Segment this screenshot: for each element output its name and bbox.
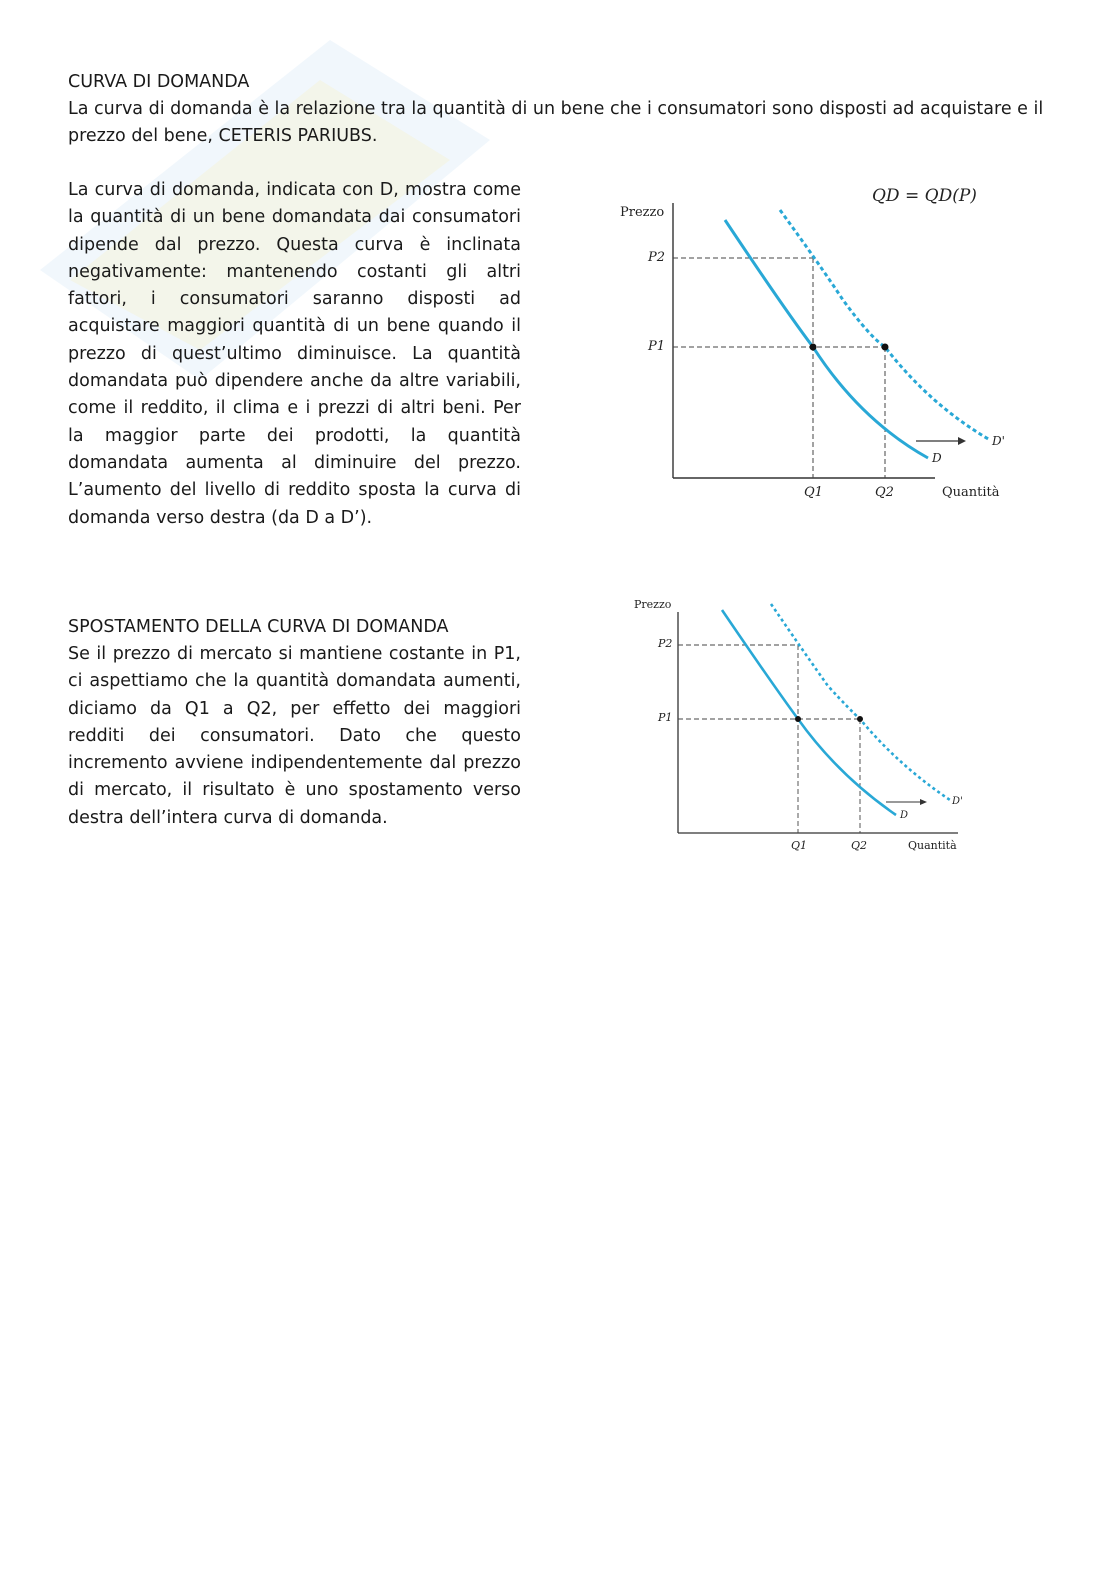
curve-d-shift-label: D' — [952, 796, 963, 807]
section-1-intro: La curva di domanda è la relazione tra la quantità di un bene che i consumatori sono disposti ad acquistare e il prezzo del bene, CETERIS PARIUBS. — [68, 99, 1044, 147]
curve-d-label: D — [900, 810, 909, 821]
demand-curve-d — [722, 610, 896, 815]
p2-label: P2 — [658, 637, 673, 650]
p1-label: P1 — [648, 339, 666, 354]
y-axis-label: Prezzo — [620, 205, 665, 220]
curve-d-shift-label: D' — [992, 434, 1005, 448]
section-2-heading: SPOSTAMENTO DELLA CURVA DI DOMANDA — [68, 617, 449, 637]
section-1-heading: CURVA DI DOMANDA — [68, 72, 250, 92]
q2-label: Q2 — [875, 485, 894, 500]
shift-arrow-head — [920, 799, 927, 805]
demand-curve-d — [725, 220, 928, 458]
p1-label: P1 — [658, 711, 673, 724]
q2-label: Q2 — [851, 839, 868, 852]
section-2-body: Se il prezzo di mercato si mantiene costante in P1, ci aspettiamo che la quantità domandata aumenti, diciamo da Q1 a Q2, per effetto dei maggiori redditi dei consumatori. Dato che questo incremento avviene indipendentemente dal prezzo di mercato, il risultato è uno spostamento verso destra dell’intera curva di domanda. — [68, 644, 521, 828]
x-axis-label: Quantità — [942, 485, 1000, 500]
point-q2-p1 — [857, 716, 863, 722]
demand-curve-figure-1 — [610, 175, 1020, 510]
point-q1-p1 — [795, 716, 801, 722]
q1-label: Q1 — [804, 485, 823, 500]
point-q1-p1 — [810, 344, 817, 351]
point-q2-p1 — [882, 344, 889, 351]
shift-arrow-head — [958, 437, 966, 445]
equation-rhs: QD(P) — [924, 186, 977, 206]
x-axis-label: Quantità — [908, 839, 957, 852]
p2-label: P2 — [648, 250, 666, 265]
curve-d-label: D — [932, 451, 942, 465]
section-1-body: La curva di domanda, indicata con D, mostra come la quantità di un bene domandata dai consumatori dipende dal prezzo. Questa curva è inclinata negativamente: mantenendo costanti gli altri fattori, i consumatori saranno disposti ad acquistare maggiori quantità di un bene quando il prezzo di quest’ultimo diminuisce. La quantità domandata può dipendere anche da altre variabili, come il reddito, il clima e i prezzi di altri beni. Per la maggior parte dei prodotti, la quantità domandata aumenta al diminuire del prezzo. L’aumento del livello di reddito sposta la curva di domanda verso destra (da D a D’). — [68, 180, 521, 528]
y-axis-label: Prezzo — [634, 598, 672, 611]
demand-curve-figure-2 — [628, 590, 968, 855]
equation-label: QD = QD(P) — [872, 186, 977, 206]
q1-label: Q1 — [791, 839, 808, 852]
equation-lhs: QD — [872, 186, 900, 206]
